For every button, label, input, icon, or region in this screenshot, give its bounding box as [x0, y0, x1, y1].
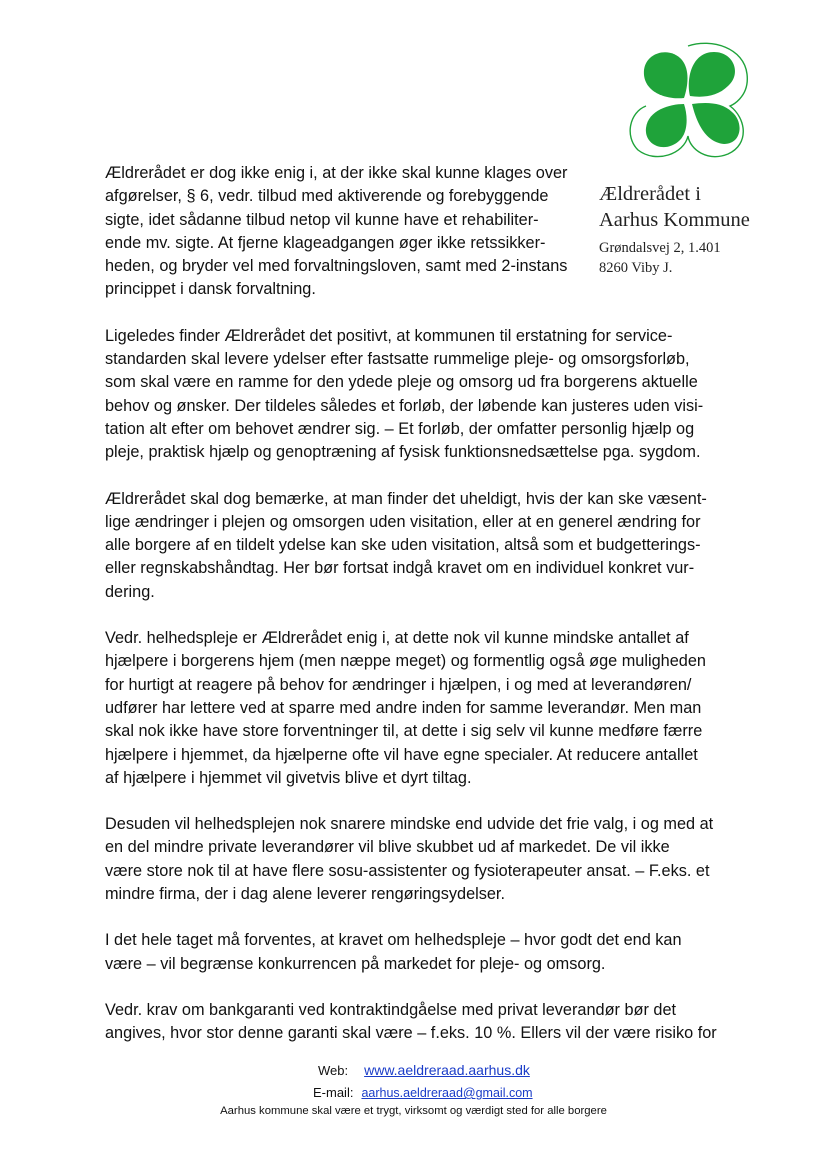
organization-name-municipality: Aarhus Kommune [599, 209, 750, 231]
paragraph-6 [105, 929, 780, 976]
text-line: angives, hvor stor denne garanti skal være – f.eks. 10 %. Ellers vil der være risiko for [105, 1024, 717, 1043]
text-line: Vedr. krav om bankgaranti ved kontraktindgåelse med privat leverandør bør det [105, 1000, 677, 1019]
text-line: Ældrerådet skal dog bemærke, at man finder det uheldigt, hvis der kan ske væsent- [105, 489, 707, 508]
text-line: som skal være en ramme for den ydede pleje og omsorg ud fra borgerens aktuelle [105, 373, 698, 392]
text-line: Ældrerådet er dog ikke enig i, at der ikke skal kunne klages over [105, 164, 568, 182]
text-line: Vedr. helhedspleje er Ældrerådet enig i, at dette nok vil kunne mindske antallet af [105, 629, 689, 648]
text-line: skal nok ikke have store forventninger til, at dette i sig selv vil kunne medføre færre [105, 722, 703, 741]
text-line: I det hele taget må forventes, at kravet om helhedspleje – hvor godt det end kan [105, 931, 682, 950]
text-line: for hurtigt at reagere på behov for ændringer i hjælpen, i og med at leverandøren/ [105, 675, 692, 694]
four-leaf-clover-icon [626, 40, 751, 160]
text-line: ende mv. sigte. At fjerne klageadgangen øger ikke retssikker- [105, 233, 546, 252]
text-line: heden, og bryder vel med forvaltningsloven, samt med 2-instans [105, 257, 568, 276]
footer-email-row [313, 1084, 533, 1102]
text-line: Desuden vil helhedsplejen nok snarere mindske end udvide det frie valg, i og med at [105, 815, 714, 834]
paragraph-4 [105, 627, 780, 790]
letter-body [105, 162, 780, 1069]
text-line: eller regnskabshåndtag. Her bør fortsat indgå kravet om en individuel konkret vur- [105, 559, 695, 578]
text-line: udfører har lettere ved at sparre med andre inden for samme leverandør. Men man [105, 698, 702, 717]
text-line: standarden skal levere ydelser efter fastsatte rummelige pleje- og omsorgsforløb, [105, 350, 690, 369]
paragraph-7 [105, 999, 780, 1046]
text-line: behov og ønsker. Der tildeles således et forløb, der løbende kan justeres uden visi- [105, 396, 704, 415]
paragraph-1 [105, 162, 780, 302]
text-line: af hjælpere i hjemmet vil givetvis blive et dyrt tiltag. [105, 768, 472, 787]
text-line: lige ændringer i plejen og omsorgen uden visitation, eller at en generel ændring for [105, 512, 701, 531]
email-link[interactable]: aarhus.aeldreraad@gmail.com [361, 1086, 533, 1100]
text-line: tation alt efter om behovet ændrer sig. – Et forløb, der omfatter personlig hjælp og [105, 419, 695, 438]
footer-motto: Aarhus kommune skal være et trygt, virksomt og værdigt sted for alle borgere [220, 1105, 607, 1117]
text-line: alle borgere af en tildelt ydelse kan ske uden visitation, altså som et budgetterings- [105, 536, 701, 555]
paragraph-3 [105, 488, 780, 604]
text-line: princippet i dansk forvaltning. [105, 280, 316, 299]
email-label: E-mail: [313, 1085, 354, 1100]
text-line: Ligeledes finder Ældrerådet det positivt, at kommunen til erstatning for service- [105, 326, 673, 345]
text-line: være – vil begrænse konkurrencen på markedet for pleje- og omsorg. [105, 954, 606, 973]
text-line: sigte, idet sådanne tilbud netop vil kunne have et rehabiliter- [105, 210, 539, 229]
street-address: Grøndalsvej 2, 1.401 [599, 240, 721, 256]
website-link[interactable]: www.aeldreraad.aarhus.dk [364, 1062, 530, 1078]
text-line: afgørelser, § 6, vedr. tilbud med aktiverende og forebyggende [105, 187, 549, 206]
text-line: dering. [105, 582, 155, 601]
postal-city: 8260 Viby J. [599, 260, 673, 276]
paragraph-5 [105, 813, 780, 906]
text-line: pleje, praktisk hjælp og genoptræning af fysisk funktionsnedsættelse pga. sygdom. [105, 443, 701, 462]
text-line: hjælpere i hjemmet, da hjælperne ofte vil have egne specialer. At reducere antallet [105, 745, 698, 764]
text-line: hjælpere i borgerens hjem (men næppe meget) og formentlig også øge muligheden [105, 652, 706, 671]
footer-web-row [318, 1062, 530, 1079]
organization-name: Ældrerådet i [599, 183, 701, 205]
web-label: Web: [318, 1063, 349, 1078]
text-line: en del mindre private leverandører vil blive skubbet ud af markedet. De vil ikke [105, 838, 670, 857]
text-line: mindre firma, der i dag alene leverer rengøringsydelser. [105, 885, 505, 904]
paragraph-2 [105, 325, 780, 465]
text-line: være store nok til at have flere sosu-assistenter og fysioterapeuter ansat. – F.eks. et [105, 861, 710, 880]
